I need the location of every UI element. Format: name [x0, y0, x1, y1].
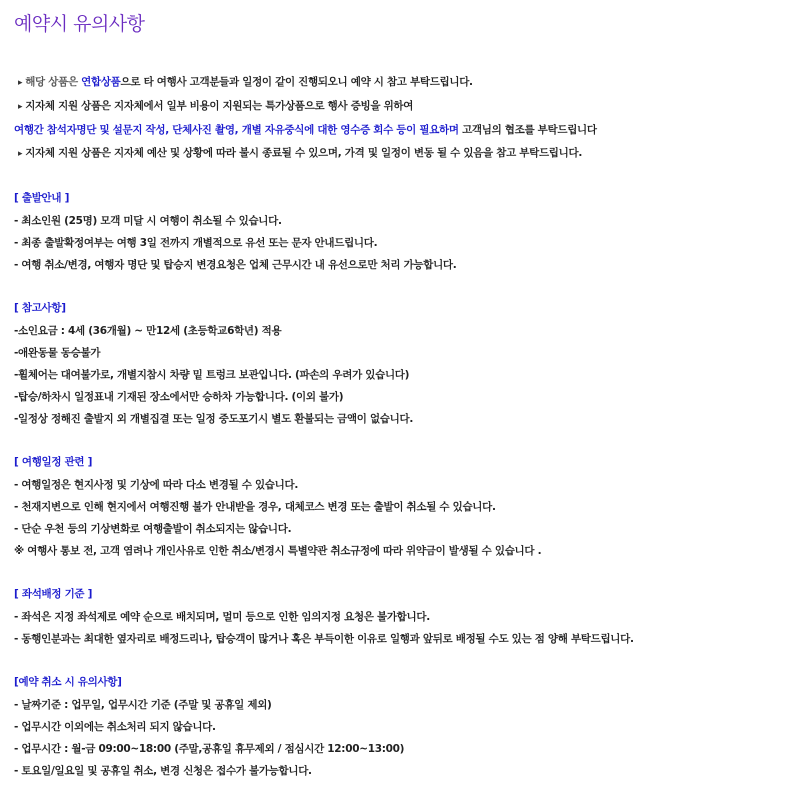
- notice-highlight: 여행간 참석자명단 및 설문지 작성, 단체사진 촬영, 개별 자유중식에 대한 영수증 회수 등이 필요하며: [14, 124, 459, 136]
- section-title: [ 출발안내 ]: [14, 192, 70, 204]
- notice-line-required-docs: [14, 119, 808, 142]
- triangle-bullet-icon: ▸: [18, 78, 23, 88]
- section-cancellation: [14, 671, 808, 782]
- triangle-bullet-icon: ▸: [18, 149, 23, 159]
- section-item: - 업무시간 이외에는 취소처리 되지 않습니다.: [14, 721, 216, 733]
- section-title: [ 여행일정 관련 ]: [14, 456, 93, 468]
- section-item: - 좌석은 지정 좌석제로 예약 순으로 배치되며, 멀미 등으로 인한 임의지정 요청은 불가합니다.: [14, 611, 430, 623]
- section-item: - 날짜기준 : 업무일, 업무시간 기준 (주말 및 공휴일 제외): [14, 699, 272, 711]
- section-item: -애완동물 동승불가: [14, 347, 101, 359]
- notice-block: [14, 71, 808, 166]
- notice-line-local-gov: [14, 95, 808, 119]
- notice-line-text: 으로 타 여행사 고객분들과 일정이 같이 진행되오니 예약 시 참고 부탁드립니다.: [120, 76, 473, 88]
- section-item: - 여행 취소/변경, 여행자 명단 및 탑승지 변경요청은 업체 근무시간 내 유선으로만 처리 가능합니다.: [14, 259, 457, 271]
- section-item: -탑승/하차시 일정표내 기재된 장소에서만 승하차 가능합니다. (이외 불가): [14, 391, 344, 403]
- notice-line-joint-product: [14, 71, 808, 95]
- notice-highlight: 연합상품: [81, 76, 121, 88]
- section-item: - 천재지변으로 인해 현지에서 여행진행 불가 안내받을 경우, 대체코스 변경 또는 출발이 취소될 수 있습니다.: [14, 501, 496, 513]
- section-item: -일정상 정해진 출발지 외 개별집결 또는 일정 중도포기시 별도 환불되는 금액이 없습니다.: [14, 413, 414, 425]
- section-item: - 동행인분과는 최대한 옆자리로 배정드리나, 탑승객이 많거나 혹은 부득이한 이유로 일행과 앞뒤로 배정될 수도 있는 점 양해 부탁드립니다.: [14, 633, 634, 645]
- notice-line-text: 지자체 지원 상품은 지자체에서 일부 비용이 지원되는 특가상품으로 행사 증빙을 위하여: [25, 100, 414, 112]
- section-itinerary: [14, 451, 808, 562]
- section-item: - 업무시간 : 월-금 09:00~18:00 (주말,공휴일 휴무제외 / 점심시간 12:00~13:00): [14, 743, 405, 755]
- section-seat-assignment: [14, 583, 808, 650]
- notice-line-text: 고객님의 협조를 부탁드립니다: [458, 124, 597, 136]
- notice-line-text: 지자체 지원 상품은 지자체 예산 및 상황에 따라 불시 종료될 수 있으며, 가격 및 일정이 변동 될 수 있음을 참고 부탁드립니다.: [25, 147, 583, 159]
- section-item: - 최소인원 (25명) 모객 미달 시 여행이 취소될 수 있습니다.: [14, 215, 282, 227]
- section-reference: [14, 297, 808, 430]
- section-item: ※ 여행사 통보 전, 고객 염려나 개인사유로 인한 취소/변경시 특별약관 취소규정에 따라 위약금이 발생될 수 있습니다 .: [14, 545, 542, 557]
- section-departure-info: [14, 187, 808, 276]
- triangle-bullet-icon: ▸: [18, 102, 23, 112]
- section-item: - 여행일정은 현지사정 및 기상에 따라 다소 변경될 수 있습니다.: [14, 479, 299, 491]
- notice-line-termination: [14, 142, 808, 166]
- section-item: -소인요금 : 4세 (36개월) ~ 만12세 (초등학교6학년) 적용: [14, 325, 282, 337]
- section-title: [ 참고사항]: [14, 302, 66, 314]
- section-item: - 최종 출발확정여부는 여행 3일 전까지 개별적으로 유선 또는 문자 안내드립니다.: [14, 237, 378, 249]
- notice-line-text: 해당 상품은: [25, 76, 82, 88]
- section-item: - 토요일/일요일 및 공휴일 취소, 변경 신청은 접수가 불가능합니다.: [14, 765, 312, 777]
- section-item: -휠체어는 대여불가로, 개별지참시 차량 밑 트렁크 보관입니다. (파손의 우려가 있습니다): [14, 369, 410, 381]
- section-title: [ 좌석배정 기준 ]: [14, 588, 93, 600]
- section-title: [예약 취소 시 유의사항]: [14, 676, 122, 688]
- section-item: - 단순 우천 등의 기상변화로 여행출발이 취소되지는 않습니다.: [14, 523, 292, 535]
- page-title: 예약시 유의사항: [14, 13, 145, 35]
